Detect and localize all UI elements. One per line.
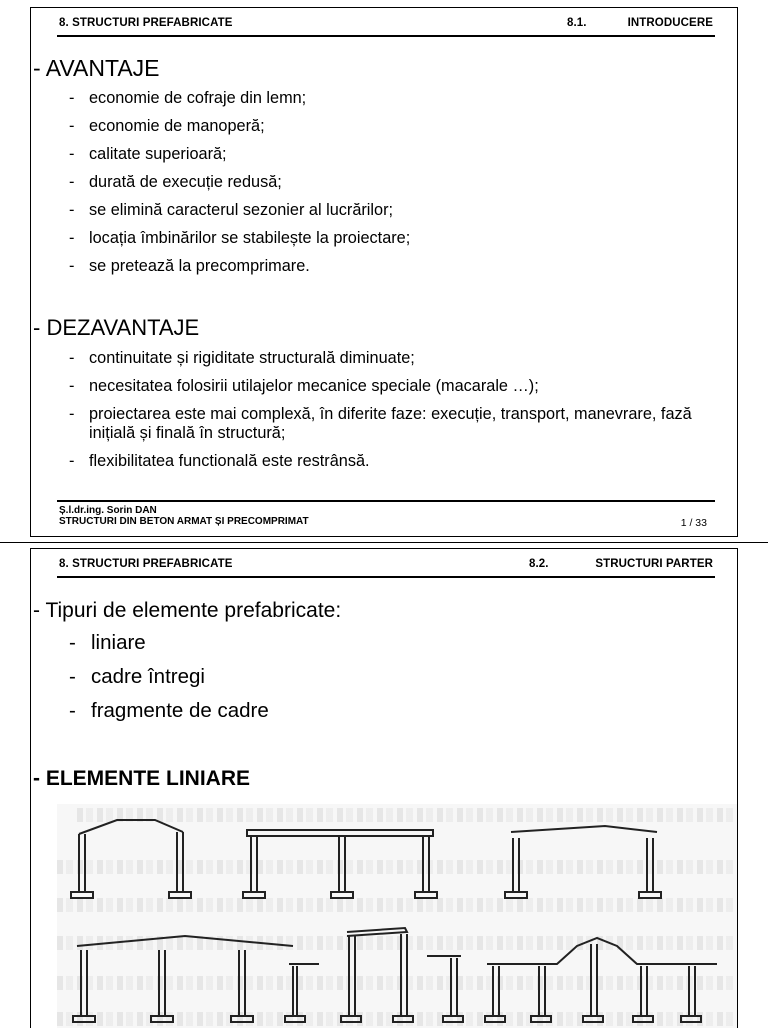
- slide-header: [31, 549, 737, 575]
- header-rule: [57, 576, 715, 578]
- list-item: - continuitate și rigiditate structurală diminuate;: [69, 349, 717, 368]
- element-types-list: [69, 631, 737, 733]
- slide-2: [30, 548, 738, 1028]
- disadvantages-list: [69, 349, 717, 480]
- list-item: - se pretează la precomprimare.: [69, 257, 737, 276]
- portal-frames-figure: [57, 804, 737, 1028]
- list-item: - liniare: [69, 631, 737, 655]
- list-item: - durată de execuție redusă;: [69, 173, 737, 192]
- intro-heading: - Tipuri de elemente prefabricate:: [33, 599, 342, 622]
- section-number: 8.2.: [529, 558, 549, 570]
- section-title: STRUCTURI PARTER: [595, 558, 713, 570]
- portal-frames-icon: [57, 804, 738, 1028]
- slide-header: [31, 8, 737, 34]
- footer-rule: [57, 500, 715, 502]
- slide-1: [30, 7, 738, 537]
- page-number: 1 / 33: [680, 517, 707, 529]
- list-item: - calitate superioară;: [69, 145, 737, 164]
- chapter-title: 8. STRUCTURI PREFABRICATE: [59, 17, 233, 29]
- list-item: - economie de manoperă;: [69, 117, 737, 136]
- heading-elemente-liniare: - ELEMENTE LINIARE: [33, 767, 251, 790]
- heading-avantaje: - AVANTAJE: [33, 55, 160, 81]
- chapter-title: 8. STRUCTURI PREFABRICATE: [59, 558, 233, 570]
- course-title: STRUCTURI DIN BETON ARMAT ȘI PRECOMPRIMAT: [59, 516, 309, 527]
- author-name: Ș.l.dr.ing. Sorin DAN: [59, 505, 157, 516]
- section-title: INTRODUCERE: [627, 17, 713, 29]
- page-separator: [0, 542, 768, 543]
- list-item: - flexibilitatea functională este restrânsă.: [69, 452, 717, 471]
- list-item: - necesitatea folosirii utilajelor mecanice speciale (macarale …);: [69, 377, 717, 396]
- list-item: - se elimină caracterul sezonier al lucrărilor;: [69, 201, 737, 220]
- list-item: - fragmente de cadre: [69, 699, 737, 723]
- list-item: - cadre întregi: [69, 665, 737, 689]
- header-rule: [57, 35, 715, 37]
- heading-dezavantaje: - DEZAVANTAJE: [33, 315, 200, 340]
- section-number: 8.1.: [567, 17, 587, 29]
- list-item: - economie de cofraje din lemn;: [69, 89, 737, 108]
- list-item: - locația îmbinărilor se stabilește la proiectare;: [69, 229, 737, 248]
- advantages-list: [69, 89, 737, 285]
- slide-footer: [59, 505, 309, 527]
- list-item: - proiectarea este mai complexă, în diferite faze: execuție, transport, manevrare, fază inițială și finală în structură;: [69, 405, 717, 443]
